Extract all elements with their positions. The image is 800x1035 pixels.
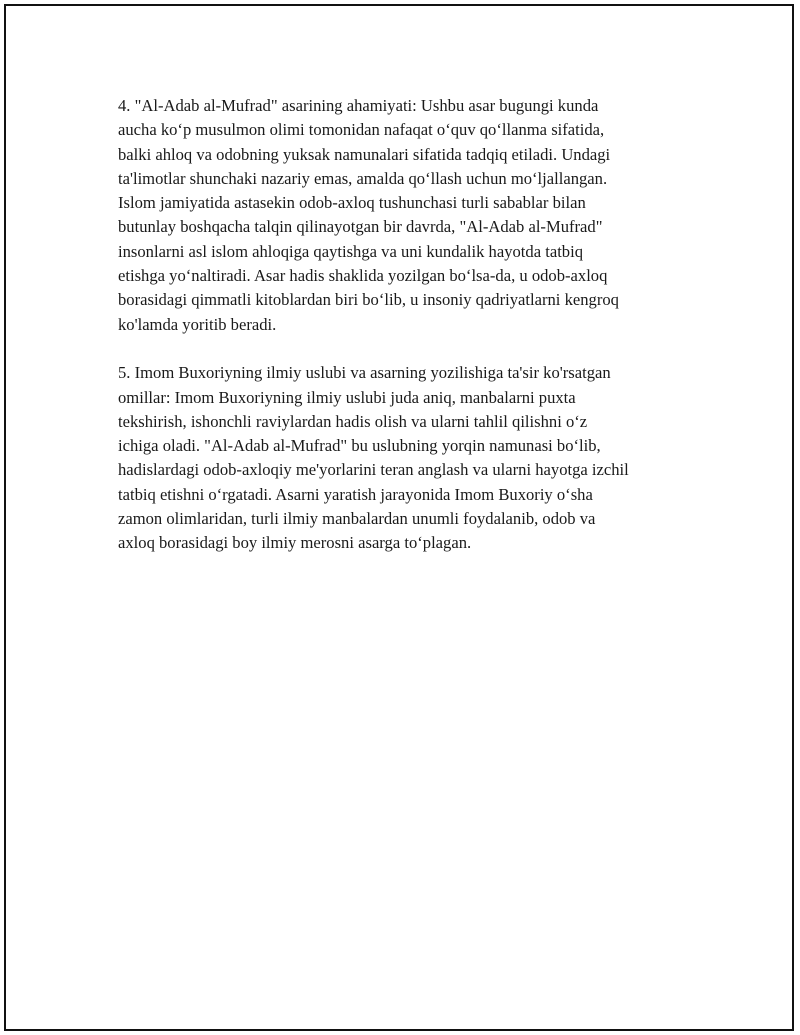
paragraph-5 (118, 361, 708, 555)
page-frame (4, 4, 794, 1031)
text-line: omillar: Imom Buxoriyning ilmiy uslubi juda aniq, manbalarni puxta (118, 387, 576, 407)
text-line: butunlay boshqacha talqin qilinayotgan bir davrda, "Al-Adab al-Mufrad" (118, 217, 603, 237)
text-line: borasidagi qimmatli kitoblardan biri boʻlib, u insoniy qadriyatlarni kengroq (118, 290, 619, 310)
text-line: balki ahloq va odobning yuksak namunalari sifatida tadqiq etiladi. Undagi (118, 144, 611, 164)
text-line: zamon olimlaridan, turli ilmiy manbalardan unumli foydalanib, odob va (118, 509, 596, 529)
text-line: aucha koʻp musulmon olimi tomonidan nafaqat oʻquv qoʻllanma sifatida, (118, 120, 605, 140)
text-line: tekshirish, ishonchli raviylardan hadis olish va ularni tahlil qilishni oʻz (118, 411, 588, 431)
document-body (118, 94, 708, 580)
text-line: tatbiq etishni oʻrgatadi. Asarni yaratish jarayonida Imom Buxoriy oʻsha (118, 484, 593, 504)
text-line: hadislardagi odob-axloqiy me'yorlarini teran anglash va ularni hayotga izchil (118, 460, 629, 480)
text-line: insonlarni asl islom ahloqiga qaytishga va uni kundalik hayotda tatbiq (118, 241, 584, 261)
text-line: 4. "Al-Adab al-Mufrad" asarining ahamiyati: Ushbu asar bugungi kunda (118, 96, 599, 115)
text-line: ichiga oladi. "Al-Adab al-Mufrad" bu uslubning yorqin namunasi boʻlib, (118, 436, 601, 456)
text-line: ko'lamda yoritib beradi. (118, 314, 277, 334)
text-line: ta'limotlar shunchaki nazariy emas, amalda qoʻllash uchun moʻljallangan. (118, 168, 608, 188)
text-line: Islom jamiyatida astasekin odob-axloq tushunchasi turli sabablar bilan (118, 193, 586, 213)
text-line: axloq borasidagi boy ilmiy merosni asarga toʻplagan. (118, 533, 472, 553)
text-line: 5. Imom Buxoriyning ilmiy uslubi va asarning yozilishiga ta'sir ko'rsatgan (118, 363, 611, 383)
text-line: etishga yoʻnaltiradi. Asar hadis shaklida yozilgan boʻlsa-da, u odob-axloq (118, 266, 608, 286)
paragraph-4 (118, 94, 708, 337)
